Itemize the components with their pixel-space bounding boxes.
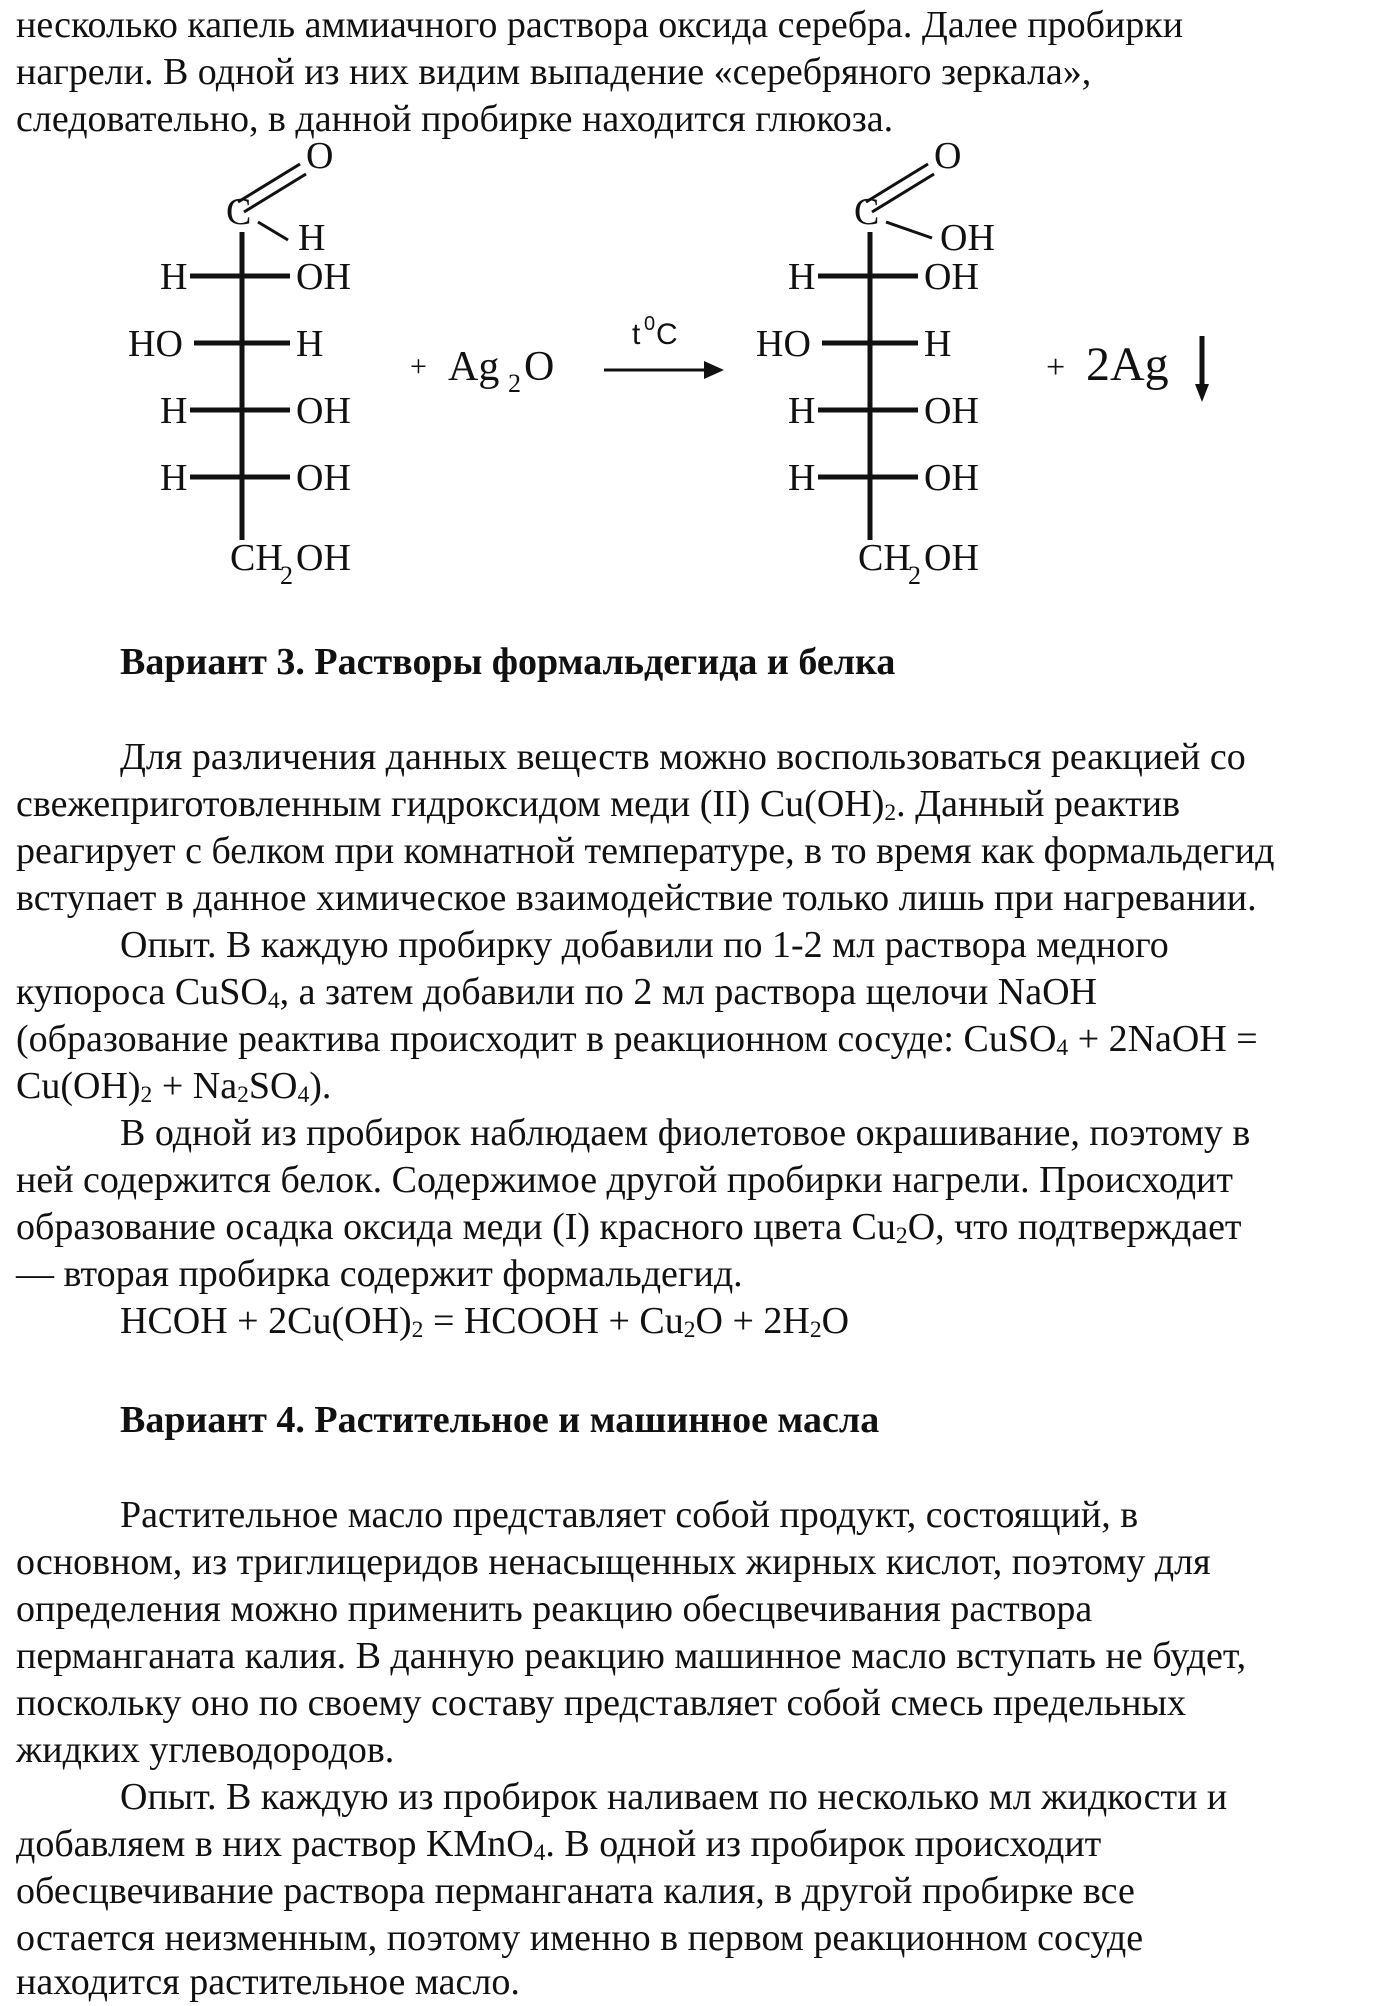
glucose-row-4-left: H — [160, 457, 188, 499]
condition-c: C — [656, 318, 678, 351]
glucose-bottom-oh: OH — [296, 537, 351, 579]
acid-row-4-right: OH — [924, 457, 979, 499]
glucose-top-c: C — [226, 191, 252, 233]
variant-4-p2-line-5: находится растительное масло. — [16, 1961, 520, 2003]
variant-4-p2-line-4: остается неизменным, поэтому именно в первом реакционном сосуде — [16, 1917, 1144, 1959]
intro-line-1: несколько капель аммиачного раствора оксида серебра. Далее пробирки — [16, 4, 1184, 46]
variant-4-p2-line-1: Опыт. В каждую из пробирок наливаем по несколько мл жидкости и — [120, 1776, 1228, 1818]
precipitate-arrow-head — [1195, 384, 1209, 402]
precipitate-arrow-icon — [1195, 336, 1209, 402]
variant-4-p1-line-2: основном, из триглицеридов ненасыщенных жирных кислот, поэтому для — [16, 1541, 1211, 1583]
glucose-bottom-ch: CH — [230, 537, 283, 579]
glucose-row-1-right: OH — [296, 256, 351, 298]
variant-3-p3-line-4: — вторая пробирка содержит формальдегид. — [16, 1253, 743, 1295]
arrow-head — [704, 361, 724, 379]
variant-3-p2-line-1: Опыт. В каждую пробирку добавили по 1-2 мл раствора медного — [120, 924, 1169, 966]
variant-4-p2-line-2: добавляем в них раствор KMnO$_4$. В одной из пробирок происходит — [16, 1823, 1102, 1867]
gluconic-acid-structure — [756, 140, 995, 590]
intro-line-2: нагрели. В одной из них видим выпадение «серебряного зеркала», — [16, 51, 1092, 93]
acid-top-c: C — [854, 191, 880, 233]
variant-4-heading: Вариант 4. Растительное и машинное масла — [120, 1399, 880, 1441]
variant-3-p1-line-2: свежеприготовленным гидроксидом меди (II) $Cu(OH)_2$. Данный реактив — [16, 783, 1181, 827]
condition-sup: 0 — [644, 313, 656, 335]
reaction-svg — [0, 140, 1400, 610]
acid-row-4-left: H — [788, 457, 816, 499]
intro-line-3: следовательно, в данной пробирке находится глюкоза. — [16, 98, 894, 140]
product-silver: 2Ag — [1086, 338, 1169, 391]
variant-4-p1-line-5: поскольку оно по своему составу представляет собой смесь предельных — [16, 1682, 1186, 1724]
glucose-top-h: H — [298, 217, 326, 259]
glucose-bottom-sub: 2 — [280, 561, 293, 590]
variant-4-p2-line-3: обесцвечивание раствора перманганата калия, в другой пробирке все — [16, 1870, 1135, 1912]
variant-3-p1-line-3: реагирует с белком при комнатной температуре, в то время как формальдегид — [16, 830, 1275, 872]
variant-4-p1-line-1: Растительное масло представляет собой продукт, состоящий, в — [120, 1494, 1139, 1536]
reagent-sub: 2 — [508, 369, 521, 398]
variant-3-p2-line-2: купороса CuSO$_4$, а затем добавили по 2 мл раствора щелочи NaOH — [16, 971, 1097, 1015]
glucose-row-3-left: H — [160, 390, 188, 432]
acid-top-oh: OH — [940, 217, 995, 259]
acid-row-1-right: OH — [924, 256, 979, 298]
acid-bottom-sub: 2 — [908, 561, 921, 590]
variant-3-p1-line-1: Для различения данных веществ можно воспользоваться реакцией со — [120, 736, 1246, 778]
variant-3-p2-line-3: (образование реактива происходит в реакционном сосуде: CuSO$_4$ + 2NaOH = — [16, 1018, 1258, 1062]
plus-sign-2: + — [1046, 349, 1066, 386]
acid-row-3-left: H — [788, 390, 816, 432]
acid-top-o: O — [934, 140, 962, 177]
condition-t: t — [632, 318, 641, 351]
plus-sign-1: + — [410, 350, 427, 383]
glucose-row-4-right: OH — [296, 457, 351, 499]
variant-4-p1-line-4: перманганата калия. В данную реакцию машинное масло вступать не будет, — [16, 1635, 1247, 1677]
reagent-ag: Ag — [448, 344, 500, 390]
acid-bottom-ch: CH — [858, 537, 911, 579]
glucose-top-o: O — [306, 140, 334, 177]
variant-3-equation: HCOH + $2Cu(OH)_2$ = HCOOH + $Cu_2O + 2H_2O$ — [120, 1300, 850, 1344]
acid-row-2-right: H — [924, 323, 952, 365]
variant-3-p3-line-3: образование осадка оксида меди (I) красного цвета $Cu_2O$, что подтверждает — [16, 1206, 1242, 1250]
silver-mirror-reaction-diagram — [0, 140, 1400, 610]
acid-bottom-oh: OH — [924, 537, 979, 579]
acid-coh-bond — [886, 222, 932, 238]
glucose-row-2-right: H — [296, 323, 324, 365]
glucose-ch-bond — [258, 222, 288, 240]
variant-3-p2-line-4: $Cu(OH)_2 + Na_2SO_4$). — [16, 1065, 332, 1109]
variant-3-p3-line-1: В одной из пробирок наблюдаем фиолетовое окрашивание, поэтому в — [120, 1112, 1251, 1154]
glucose-structure — [128, 140, 351, 590]
glucose-row-1-left: H — [160, 256, 188, 298]
variant-3-p3-line-2: ней содержится белок. Содержимое другой пробирки нагрели. Происходит — [16, 1159, 1234, 1201]
acid-row-1-left: H — [788, 256, 816, 298]
variant-3-heading: Вариант 3. Растворы формальдегида и белка — [120, 641, 896, 683]
variant-3-p1-line-4: вступает в данное химическое взаимодействие только лишь при нагревании. — [16, 877, 1257, 919]
glucose-row-2-left: HO — [128, 323, 183, 365]
acid-row-2-left: HO — [756, 323, 811, 365]
acid-row-3-right: OH — [924, 390, 979, 432]
reagent-o: O — [524, 344, 555, 390]
variant-4-p1-line-3: определения можно применить реакцию обесцвечивания раствора — [16, 1588, 1093, 1630]
glucose-row-3-right: OH — [296, 390, 351, 432]
reaction-arrow-icon — [604, 361, 724, 379]
variant-4-p1-line-6: жидких углеводородов. — [16, 1729, 395, 1771]
